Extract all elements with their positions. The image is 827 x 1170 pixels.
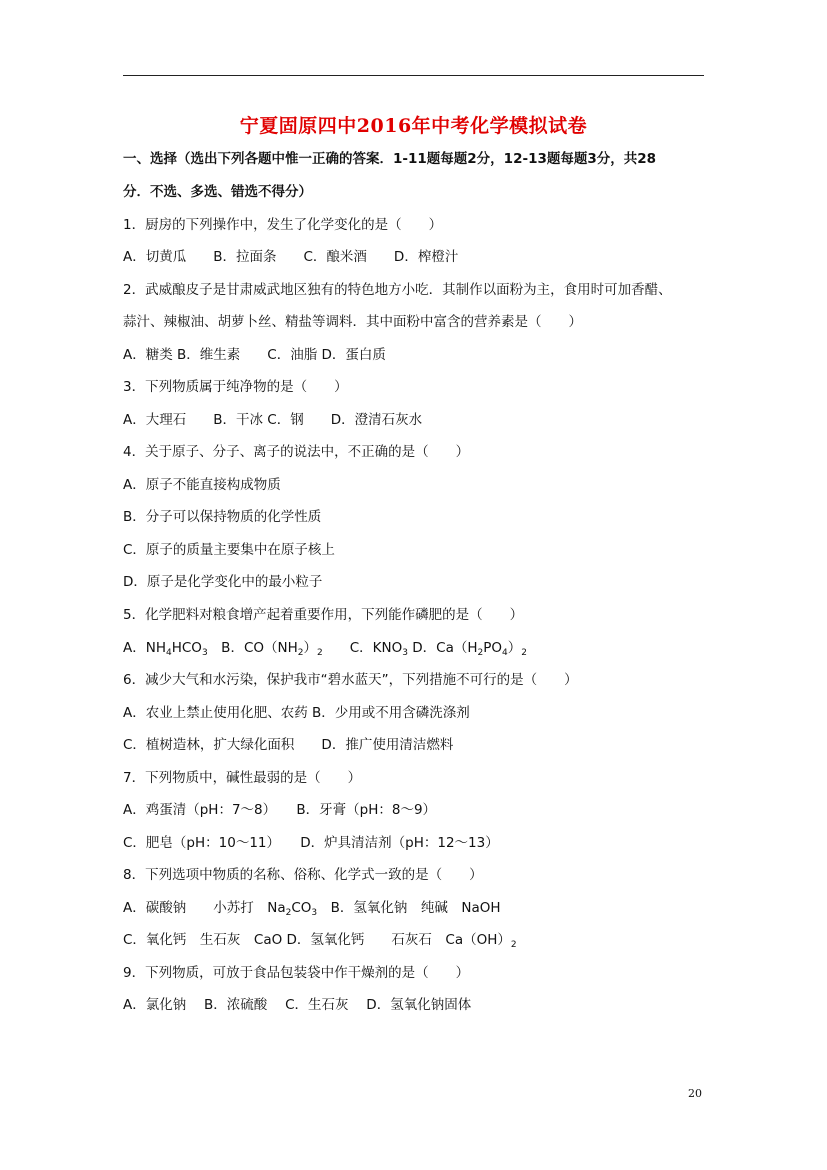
question-7-options-cd: C．肥皂（pH：10～11） D．炉具清洁剂（pH：12～13） <box>123 835 499 851</box>
question-3-options: A．大理石 B．干冰 C．钢 D．澄清石灰水 <box>123 412 423 428</box>
question-4-option-d: D．原子是化学变化中的最小粒子 <box>123 574 323 590</box>
header-rule <box>123 75 704 76</box>
question-2-stem-cont: 蒜汁、辣椒油、胡萝卜丝、精盐等调料．其中面粉中富含的营养素是（ ） <box>123 314 582 330</box>
question-1-stem: 1．厨房的下列操作中，发生了化学变化的是（ ） <box>123 217 443 233</box>
section-heading: 一、选择（选出下列各题中惟一正确的答案．1-11题每题2分，12-13题每题3分，共28 <box>123 151 657 167</box>
question-5-stem: 5．化学肥料对粮食增产起着重要作用，下列能作磷肥的是（ ） <box>123 607 524 623</box>
question-5-options: A．$NH_4HCO_3$ B．$CO(NH_2)_2$ C．$KNO_3$ D．$Ca(H_2PO_4)_2$ <box>123 640 528 658</box>
exam-title: 宁夏固原四中2016年中考化学模拟试卷 <box>239 115 588 137</box>
question-4-stem: 4．关于原子、分子、离子的说法中，不正确的是（ ） <box>123 444 470 460</box>
question-6-options-cd: C．植树造林，扩大绿化面积 D．推广使用清洁燃料 <box>123 737 454 753</box>
page-number: 20 <box>688 1087 702 1100</box>
question-3-stem: 3．下列物质属于纯净物的是（ ） <box>123 379 348 395</box>
question-4-option-b: B．分子可以保持物质的化学性质 <box>123 509 322 525</box>
question-9-options: A．氯化钠 B．浓硫酸 C．生石灰 D．氢氧化钠固体 <box>123 997 472 1013</box>
question-2-stem: 2．武威酿皮子是甘肃威武地区独有的特色地方小吃．其制作以面粉为主，食用时可加香醋、 <box>123 282 672 298</box>
question-7-options-ab: A．鸡蛋清（pH：7～8） B．牙膏（pH：8～9） <box>123 802 437 818</box>
question-1-options: A．切黄瓜 B．拉面条 C．酿米酒 D．榨橙汁 <box>123 249 459 265</box>
question-6-options-ab: A．农业上禁止使用化肥、农药 B．少用或不用含磷洗涤剂 <box>123 705 470 721</box>
question-9-stem: 9．下列物质，可放于食品包装袋中作干燥剂的是（ ） <box>123 965 470 981</box>
question-8-options-ab: A．碳酸钠 小苏打 $Na_2CO_3$ B．氢氧化钠 纯碱 NaOH <box>123 900 501 918</box>
section-heading-cont: 分．不选、多选、错选不得分） <box>123 184 312 200</box>
question-7-stem: 7．下列物质中，碱性最弱的是（ ） <box>123 770 362 786</box>
question-8-options-cd: C．氧化钙 生石灰 CaO D．氢氧化钙 石灰石 $Ca(OH)_2$ <box>123 932 517 950</box>
question-4-option-a: A．原子不能直接构成物质 <box>123 477 281 493</box>
question-2-options: A．糖类 B．维生素 C．油脂 D．蛋白质 <box>123 347 386 363</box>
question-6-stem: 6．减少大气和水污染，保护我市“碧水蓝天”，下列措施不可行的是（ ） <box>123 672 578 688</box>
question-4-option-c: C．原子的质量主要集中在原子核上 <box>123 542 335 558</box>
question-8-stem: 8．下列选项中物质的名称、俗称、化学式一致的是（ ） <box>123 867 483 883</box>
